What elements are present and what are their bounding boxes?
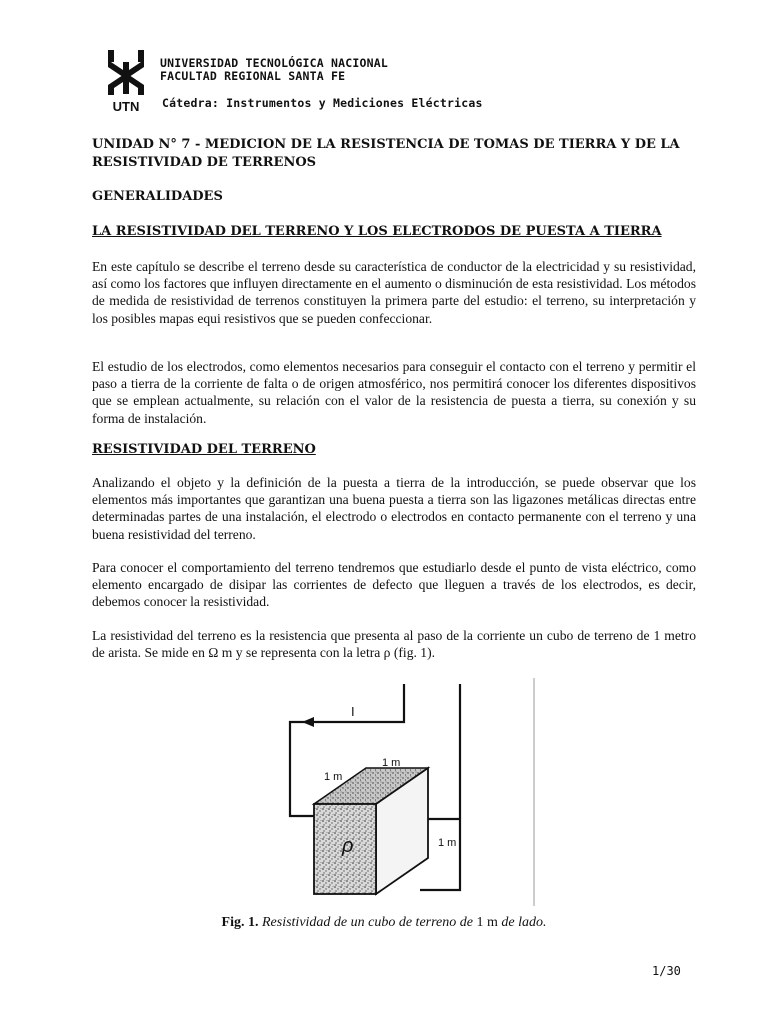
unit-title: UNIDAD N° 7 - MEDICION DE LA RESISTENCIA DE TOMAS DE TIERRA Y DE LA RESISTIVIDAD DE TERRENOS bbox=[92, 137, 680, 170]
section-resistividad-terreno: RESISTIVIDAD DEL TERRENO bbox=[92, 442, 316, 457]
university-name: UNIVERSIDAD TECNOLÓGICA NACIONAL bbox=[160, 56, 388, 70]
figure-caption bbox=[0, 915, 768, 931]
dimension-top-label: 1 m bbox=[382, 757, 401, 769]
current-label: I bbox=[351, 704, 355, 719]
faculty-name: FACULTAD REGIONAL SANTA FE bbox=[160, 69, 346, 83]
figure-cube-resistivity bbox=[232, 676, 536, 908]
section-generalidades: GENERALIDADES bbox=[92, 189, 223, 204]
caption-text-1: Resistividad de un cubo de terreno de bbox=[261, 915, 473, 930]
caption-label: Fig. 1. bbox=[221, 915, 259, 930]
section-resistividad-electrodos: LA RESISTIVIDAD DEL TERRENO Y LOS ELECTRODOS DE PUESTA A TIERRA bbox=[92, 224, 662, 239]
soil-cube bbox=[314, 768, 428, 894]
current-arrow bbox=[302, 704, 368, 727]
dimension-left-label: 1 m bbox=[324, 771, 343, 783]
paragraph-1: En este capítulo se describe el terreno desde su característica de conductor de la electricidad y su resistividad, así como los factores que influyen directamente en el aumento o disminución de esta resistividad. Los métodos de medida de resistividad de terrenos constituyen la primera parte del estudio: el terreno, su interpretación y los posibles mapas equi resistivos que se pueden confeccionar. bbox=[92, 259, 696, 326]
logo-text: UTN bbox=[112, 99, 140, 114]
caption-number: 1 m bbox=[476, 915, 498, 930]
paragraph-4: Para conocer el comportamiento del terreno tendremos que estudiarlo desde el punto de vista eléctrico, como elemento encargado de disipar las corrientes de defecto que lleguen a través de los electrodos, es decir, debemos conocer la resistividad. bbox=[92, 560, 696, 610]
page-number: 1/30 bbox=[652, 964, 681, 978]
caption-text-2: de lado. bbox=[501, 915, 547, 930]
utn-logo bbox=[104, 48, 148, 114]
paragraph-2: El estudio de los electrodos, como elementos necesarios para conseguir el contacto con el terreno y permitir el paso a tierra de la corriente de falta o de origen atmosférico, nos permitirá conocer los diferentes dispositivos que se emplean actualmente, su relación con el valor de la resistencia de puesta a tierra, su conexión y su forma de instalación. bbox=[92, 359, 696, 426]
rho-symbol: ρ bbox=[342, 835, 354, 857]
chair-name: Cátedra: Instrumentos y Mediciones Eléctricas bbox=[162, 96, 483, 110]
paragraph-3: Analizando el objeto y la definición de la puesta a tierra de la introducción, se puede observar que los elementos más importantes que garantizan una buena puesta a tierra son las ligazones metálicas directas entre determinadas partes de una instalación, el electrodo o electrodos en contacto permanente con el terreno y una buena resistividad del terreno. bbox=[92, 475, 696, 542]
dimension-right-label: 1 m bbox=[438, 837, 457, 849]
paragraph-5: La resistividad del terreno es la resistencia que presenta al paso de la corriente un cubo de terreno de 1 metro de arista. Se mide en Ω m y se representa con la letra ρ (fig. 1). bbox=[92, 628, 696, 661]
